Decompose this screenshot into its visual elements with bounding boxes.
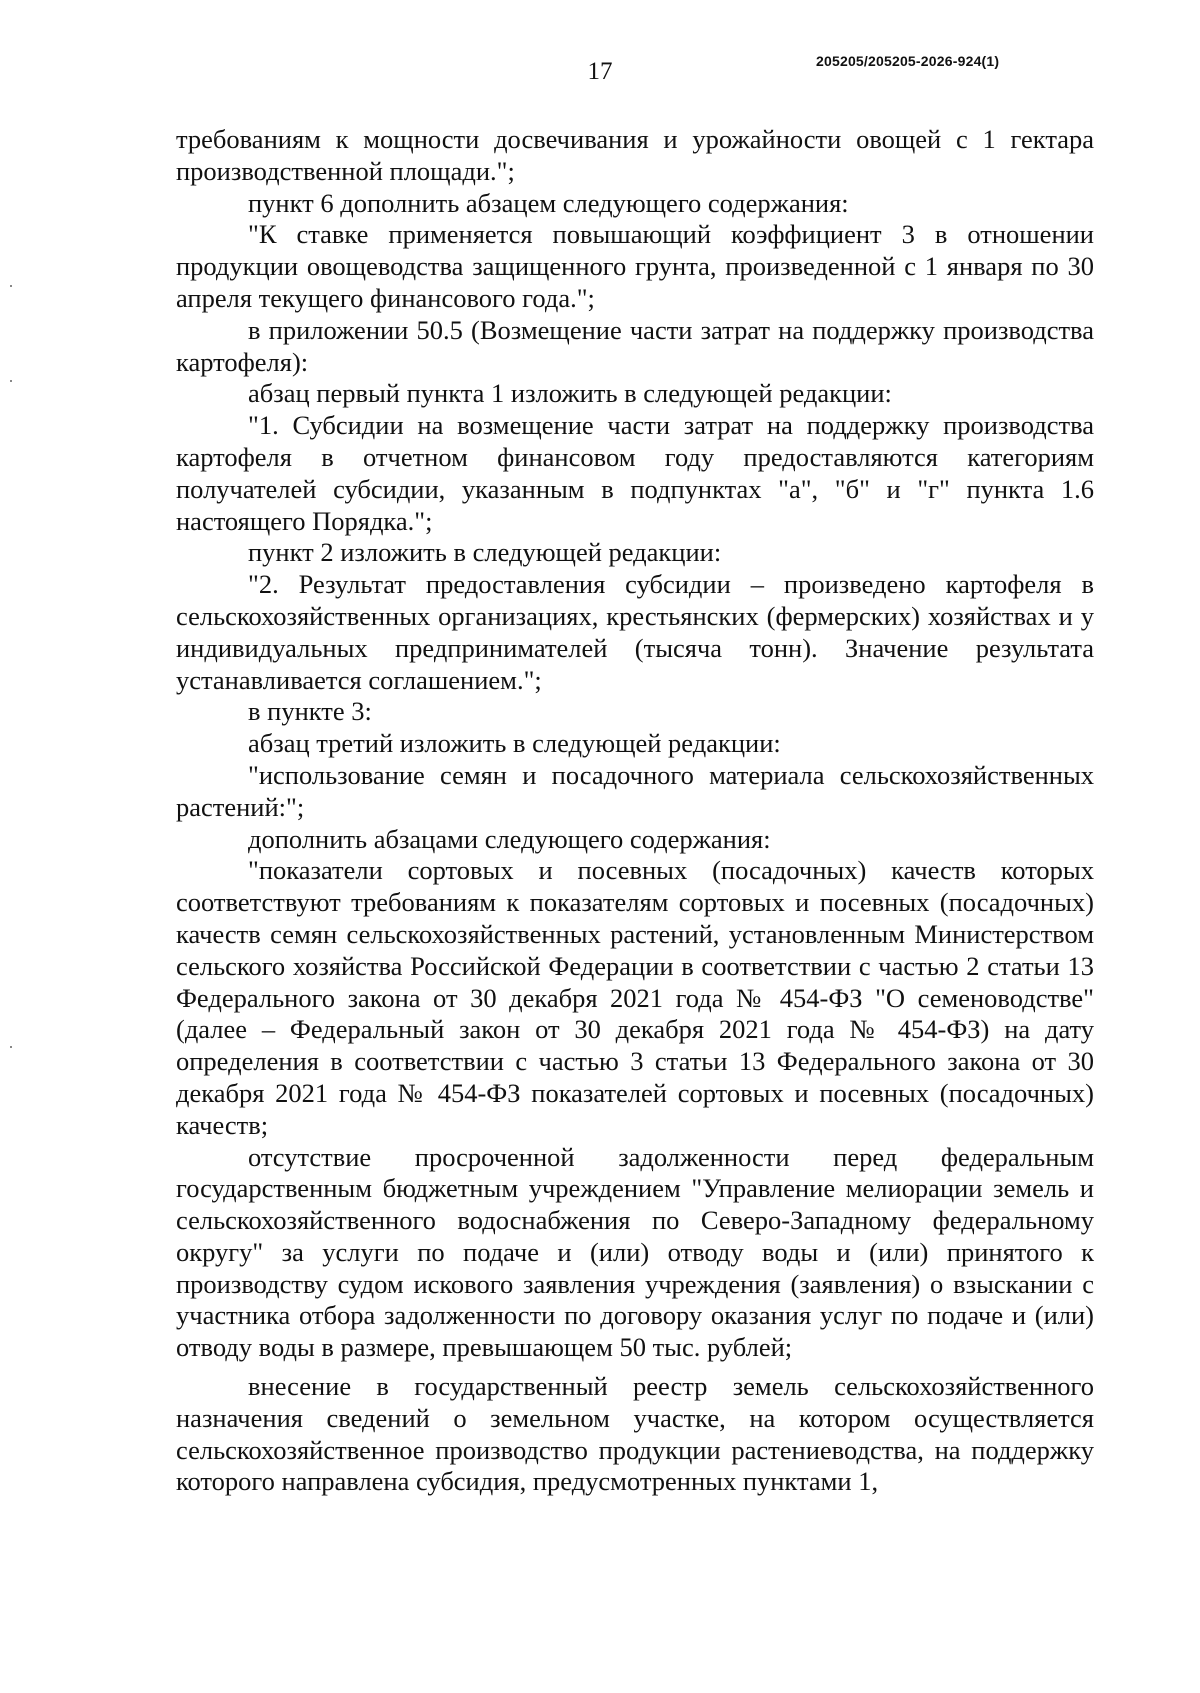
document-body (176, 124, 1094, 1498)
page-number: 17 (587, 58, 613, 85)
paragraph: в пункте 3: (248, 696, 372, 727)
scan-mark (10, 380, 12, 382)
paragraph: отсутствие просроченной задолженности перед федеральным государственным бюджетным учреждением "Управление мелиорации земель и сельскохозяйственного водоснабжения по Северо-Западному федеральному округу" за услуги по подаче и (или) отводу воды и (или) принятого к производству судом искового заявления учреждения (заявления) о взыскании с участника отбора задолженности по договору оказания услуг по подаче и (или) отводу воды в размере, превышающем 50 тыс. рублей; (176, 1141, 1094, 1363)
scan-mark (10, 285, 12, 287)
paragraph: "2. Результат предоставления субсидии – произведено картофеля в сельскохозяйственных организациях, крестьянских (фермерских) хозяйствах и у индивидуальных предпринимателей (тысяча тонн). Значение результата устанавливается соглашением."; (176, 569, 1094, 695)
paragraph: пункт 6 дополнить абзацем следующего содержания: (248, 187, 849, 218)
paragraph: абзац первый пункта 1 изложить в следующей редакции: (248, 378, 892, 409)
paragraph: "использование семян и посадочного материала сельскохозяйственных растений:"; (176, 759, 1094, 822)
paragraph: в приложении 50.5 (Возмещение части затрат на поддержку производства картофеля): (176, 314, 1094, 377)
paragraph: дополнить абзацами следующего содержания: (248, 823, 771, 854)
paragraph: пункт 2 изложить в следующей редакции: (248, 537, 722, 568)
document-code: 205205/205205-2026-924(1) (816, 53, 1000, 69)
paragraph: абзац третий изложить в следующей редакции: (248, 728, 781, 759)
paragraph: требованиям к мощности досвечивания и урожайности овощей с 1 гектара производственной площади."; (176, 124, 1094, 186)
paragraph: "К ставке применяется повышающий коэффициент 3 в отношении продукции овощеводства защищенного грунта, произведенной с 1 января по 30 апреля текущего финансового года."; (176, 219, 1094, 313)
scan-mark (10, 1046, 12, 1048)
paragraph: "1. Субсидии на возмещение части затрат на поддержку производства картофеля в отчетном финансовом году предоставляются категориям получателей субсидии, указанным в подпунктах "а", "б" и "г" пункта 1.6 настоящего Порядка."; (176, 410, 1094, 536)
paragraph: внесение в государственный реестр земель сельскохозяйственного назначения сведений о земельном участке, на котором осуществляется сельскохозяйственное производство продукции растениеводства, на поддержку которого направлена субсидия, предусмотренных пунктами 1, (176, 1371, 1094, 1497)
paragraph: "показатели сортовых и посевных (посадочных) качеств которых соответствуют требованиям к показателям сортовых и посевных (посадочных) качеств семян сельскохозяйственных растений, установленным Министерством сельского хозяйства Российской Федерации в соответствии с частью 2 статьи 13 Федерального закона от 30 декабря 2021 года № 454-ФЗ "О семеноводстве" (далее – Федеральный закон от 30 декабря 2021 года № 454-ФЗ) на дату определения в соответствии с частью 3 статьи 13 Федерального закона от 30 декабря 2021 года № 454-ФЗ показателей сортовых и посевных (посадочных) качеств; (176, 855, 1094, 1140)
